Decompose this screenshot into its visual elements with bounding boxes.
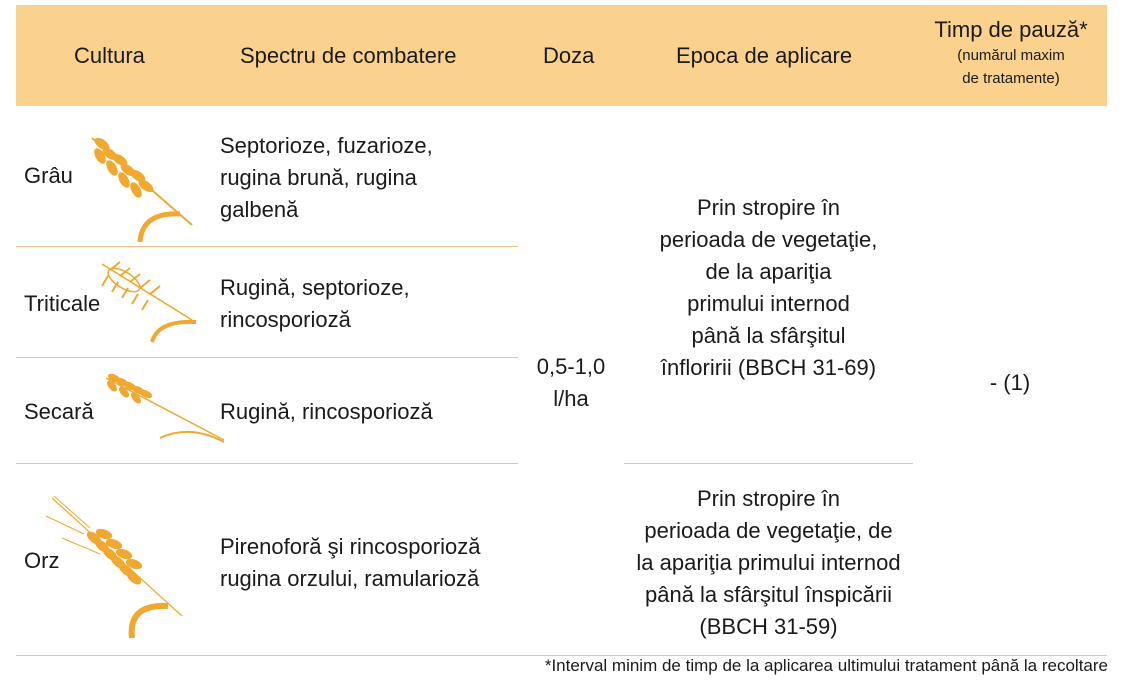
header-cultura: Cultura <box>74 43 145 68</box>
spectru-line: galbenă <box>220 197 299 222</box>
epoca-line: până la sfârşitul <box>691 323 846 348</box>
epoca-line: până la sfârşitul înspicării <box>644 582 892 607</box>
doza-value: 0,5-1,0 <box>536 354 606 379</box>
spectru-line: Rugină, septorioze, <box>220 275 410 300</box>
doza-cell <box>520 351 622 415</box>
spectru-line: rincosporioză <box>220 307 351 332</box>
wheat-icon <box>88 258 200 348</box>
epoca-line: perioada de vegetaţie, de <box>644 518 893 543</box>
epoca-line: de la apariţia <box>705 259 832 284</box>
row-divider <box>16 357 518 358</box>
epoca-line: înfloririi (BBCH 31-69) <box>660 355 877 380</box>
header-spectru: Spectru de combatere <box>240 43 457 68</box>
spectru-line: Septorioze, fuzarioze, <box>220 133 433 158</box>
row-divider <box>16 463 518 464</box>
wheat-icon <box>80 130 200 245</box>
header-timp <box>916 17 1106 89</box>
header-timp-sub1: (numărul maxim <box>957 47 1065 64</box>
crop-name: Secară <box>24 399 94 424</box>
row-divider <box>624 463 913 464</box>
timp-cell: - (1) <box>989 370 1031 395</box>
spectru-line: rugina orzului, ramularioză <box>220 566 480 591</box>
epoca-line: primului internod <box>687 291 850 316</box>
epoca-line: (BBCH 31-59) <box>699 614 838 639</box>
wheat-icon <box>44 494 188 640</box>
spectru-line: Rugină, rincosporioză <box>220 399 433 424</box>
epoca-line: Prin stropire în <box>696 486 841 511</box>
epoca-line: la apariţia primului internod <box>636 550 901 575</box>
epoca-line: Prin stropire în <box>696 195 841 220</box>
crop-name: Triticale <box>24 291 101 316</box>
row-divider <box>16 246 518 247</box>
spectru-line: Pirenoforă şi rincosporioză <box>220 534 481 559</box>
spectru-line: rugina brună, rugina <box>220 165 417 190</box>
crop-name: Grâu <box>24 163 73 188</box>
epoca-cell-2 <box>624 483 913 643</box>
footnote: *Interval minim de timp de la aplicarea ultimului tratament până la recoltare <box>544 656 1108 675</box>
crop-name: Orz <box>24 548 60 573</box>
spectru-cell <box>220 272 410 336</box>
spectru-cell <box>220 531 480 595</box>
doza-unit: l/ha <box>553 386 589 411</box>
header-timp-title: Timp de pauză* <box>934 17 1088 42</box>
epoca-line: perioada de vegetaţie, <box>659 227 878 252</box>
spectru-cell <box>220 396 433 428</box>
wheat-icon <box>100 368 230 448</box>
header-doza: Doza <box>543 43 595 68</box>
epoca-cell-1 <box>624 192 913 384</box>
header-timp-sub2: de tratamente) <box>962 70 1060 87</box>
header-epoca: Epoca de aplicare <box>676 43 853 68</box>
spectru-cell <box>220 130 433 226</box>
